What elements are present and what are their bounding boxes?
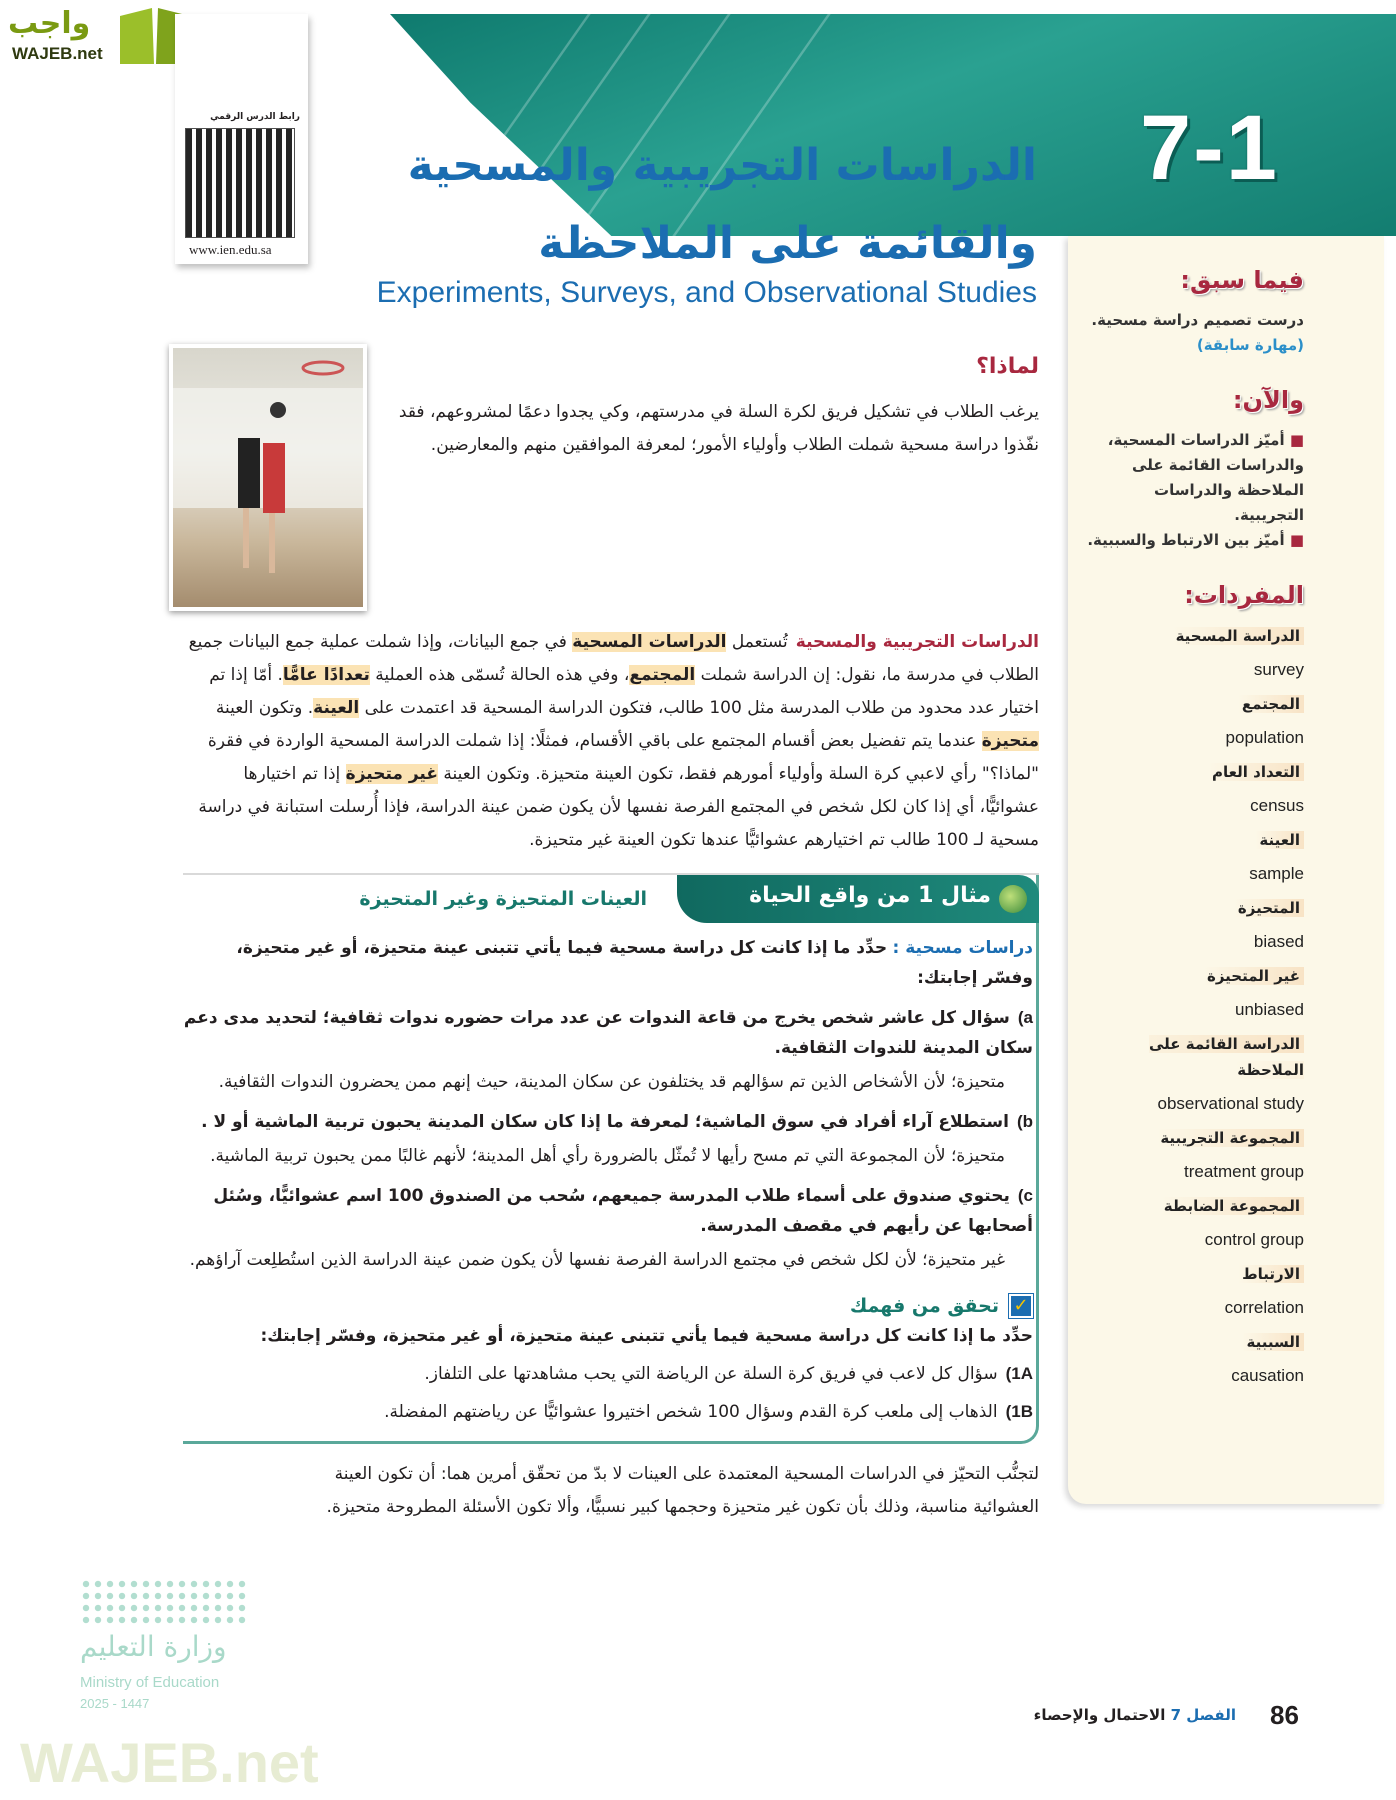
paragraph-text: إذا تم اختيارها عشوائيًّا، أي إذا كان لكل شخص في المجتمع الفرصة نفسها لأن يكون ضمن عينة الدراسة، فإذا أُرسلت استبانة في دراسة مسحية لـ 100 طالب تم اختيارهم عشوائيًّا عندها تكون العينة غير متحيزة.: [198, 764, 1039, 850]
vocab-item: [1084, 691, 1304, 751]
vocab-term-ar: المجموعة الضابطة: [1160, 1197, 1304, 1215]
key-term: تعدادًا عامًّا: [282, 665, 370, 685]
check-heading: تحقق من فهمك: [849, 1295, 999, 1317]
vocab-heading: المفردات:: [1184, 581, 1304, 609]
paragraph-text: . أمّا إذا تم اختيار عدد محدود من طلاب المدرسة مثل 100 طالب، فتكون الدراسة المسحية قد اعتمدت على: [209, 665, 1039, 718]
question-text: يحتوي صندوق على أسماء طلاب المدرسة جميعهم، سُحب من الصندوق 100 اسم عشوائيًّا، وسُئل أصحابها عن رأيهم في مقصف المدرسة.: [213, 1186, 1033, 1236]
example-tab: [677, 875, 1039, 923]
why-heading: لماذا؟: [976, 354, 1039, 379]
example-header: [183, 873, 1039, 923]
now-item: ■ أميّز الدراسات المسحية، والدراسات القائمة على الملاحظة والدراسات التجريبية.: [1107, 431, 1304, 524]
item-number: 1A): [1005, 1364, 1033, 1383]
vocab-term-ar: المتحيزة: [1234, 899, 1304, 917]
vocab-term-en: sample: [1249, 864, 1304, 883]
vocab-item: [1084, 623, 1304, 683]
now-item-text: أميّز بين الارتباط والسببية.: [1087, 531, 1285, 549]
vocab-item: [1084, 895, 1304, 955]
lesson-title-english: Experiments, Surveys, and Observational Studies: [376, 276, 1037, 309]
vocab-term-en: observational study: [1157, 1094, 1304, 1113]
check-header: [183, 1291, 1033, 1321]
key-term: متحيزة: [981, 731, 1039, 751]
vocab-term-ar: المجموعة التجريبية: [1156, 1129, 1304, 1147]
check-prompt: حدِّد ما إذا كانت كل دراسة مسحية فيما يأتي تتبنى عينة متحيزة، أو غير متحيزة، وفسّر إجابتك:: [260, 1326, 1033, 1346]
vocab-term-ar: العينة: [1255, 831, 1304, 849]
vocab-item: [1084, 1261, 1304, 1321]
example-question: [183, 1181, 1033, 1241]
vocab-item: [1084, 1329, 1304, 1389]
example-answer: متحيزة؛ لأن المجموعة التي تم مسح رأيها لا تُمثّل بالضرورة رأي أهل المدينة؛ لأنهم غالبًا ممن يحبون تربية الماشية.: [210, 1146, 1005, 1166]
chapter-title: الاحتمال والإحصاء: [1033, 1706, 1166, 1724]
example-context: دراسات مسحية :: [892, 938, 1033, 958]
closing-paragraph: لتجنُّب التحيّز في الدراسات المسحية المعتمدة على العينات لا بدّ من تحقّق أمرين هما: أن تكون العينة العشوائية مناسبة، وذلك بأن تكون غير متحيزة وحجمها كبير نسبيًّا، وألا تكون الأسئلة المطروحة متحيزة.: [326, 1464, 1039, 1517]
vocab-item: [1084, 963, 1304, 1023]
sidebar: [1068, 236, 1384, 1504]
vocab-term-en: biased: [1253, 932, 1304, 951]
vocab-term-en: survey: [1253, 660, 1304, 679]
paragraph-text: في جمع البيانات، وإذا شملت عملية جمع البيانات جميع الطلاب في مدرسة ما، نقول: إن الدراسة شملت: [188, 632, 1039, 685]
ministry-logo: [80, 1578, 250, 1723]
now-heading: والآن:: [1232, 386, 1304, 414]
vocab-term-ar: الدراسة المسحية: [1172, 627, 1304, 645]
before-heading: فيما سبق:: [1180, 266, 1304, 294]
section-lead: الدراسات التجريبية والمسحية: [795, 632, 1039, 652]
vocab-term-ar: المجتمع: [1238, 695, 1304, 713]
item-number: 1B): [1005, 1402, 1033, 1421]
item-letter: c): [1017, 1186, 1033, 1205]
vocab-item: [1084, 1193, 1304, 1253]
vocab-term-en: treatment group: [1183, 1162, 1304, 1181]
example-question: [183, 1003, 1033, 1063]
question-text: استطلاع آراء أفراد في سوق الماشية؛ لمعرفة ما إذا كان سكان المدينة يحبون تربية الماشية أو لا .: [201, 1112, 1009, 1132]
example-answer: متحيزة؛ لأن الأشخاص الذين تم سؤالهم قد يختلفون عن سكان المدينة، حيث إنهم ممن يحضرون الندوات الثقافية.: [218, 1072, 1005, 1092]
watermark: WAJEB.net: [20, 1731, 319, 1794]
ministry-year: 2025 - 1447: [80, 1696, 150, 1711]
ministry-ar: وزارة التعليم: [80, 1630, 227, 1663]
chapter-footer: [1034, 1706, 1236, 1724]
example-items: [183, 1003, 1033, 1275]
item-text: الذهاب إلى ملعب كرة القدم وسؤال 100 شخص اختيروا عشوائيًّا عن رياضتهم المفضلة.: [384, 1402, 998, 1422]
vocab-term-en: unbiased: [1234, 1000, 1304, 1019]
item-text: سؤال كل لاعب في فريق كرة السلة عن الرياضة التي يحب مشاهدتها على التلفاز.: [424, 1364, 998, 1384]
checkbox-icon: ✓: [1009, 1294, 1033, 1318]
why-paragraph: يرغب الطلاب في تشكيل فريق لكرة السلة في مدرستهم، وكي يجدوا دعمًا لمشروعهم، فقد نفّذوا دراسة مسحية شملت الطلاب وأولياء الأمور؛ لمعرفة الموافقين منهم والمعارضين.: [398, 402, 1039, 455]
prior-skill-tag: (مهارة سابقة): [1196, 336, 1304, 354]
vocab-term-en: population: [1225, 728, 1304, 747]
vocab-list: [1084, 623, 1304, 1389]
question-text: سؤال كل عاشر شخص يخرج من قاعة الندوات عن عدد مرات حضوره ندوات ثقافية؛ لتحديد مدى دعم سكان المدينة للندوات الثقافية.: [183, 1008, 1033, 1058]
vocab-term-ar: الدراسة القائمة على الملاحظة: [1148, 1035, 1304, 1079]
example-tab-label: مثال 1 من واقع الحياة: [749, 883, 991, 908]
wajeb-logo: [8, 6, 193, 68]
vocab-item: [1084, 827, 1304, 887]
example-item: [183, 1181, 1033, 1275]
main-paragraph: [183, 626, 1039, 857]
logo-en: WAJEB.net: [12, 44, 103, 63]
ministry-en: Ministry of Education: [80, 1674, 220, 1691]
vocab-term-en: census: [1250, 796, 1304, 815]
qr-caption: رابط الدرس الرقمي: [210, 112, 300, 122]
qr-card[interactable]: [175, 14, 308, 264]
vocab-item: [1084, 1031, 1304, 1117]
lesson-title-line2: والقائمة على الملاحظة: [538, 218, 1037, 269]
now-item: ■ أميّز بين الارتباط والسببية.: [1087, 531, 1304, 549]
key-term: الدراسات المسحية: [572, 632, 727, 652]
main-column: [183, 626, 1039, 1524]
globe-icon: [999, 885, 1027, 913]
vocab-term-ar: غير المتحيزة: [1203, 967, 1304, 985]
vocab-term-en: correlation: [1224, 1298, 1304, 1317]
before-text: [1084, 308, 1304, 358]
vocab-term-en: causation: [1231, 1366, 1304, 1385]
check-item-1a: [183, 1359, 1033, 1389]
now-item-text: أميّز الدراسات المسحية، والدراسات القائمة على الملاحظة والدراسات التجريبية.: [1107, 431, 1304, 524]
lesson-number: 7-1: [1140, 97, 1279, 199]
item-letter: a): [1017, 1008, 1033, 1027]
example-prompt: حدِّد ما إذا كانت كل دراسة مسحية فيما يأتي تتبنى عينة متحيزة، أو غير متحيزة، وفسّر إجابتك:: [236, 938, 1033, 988]
vocab-term-ar: السببية: [1242, 1333, 1304, 1351]
vocab-item: [1084, 1125, 1304, 1185]
paragraph-text: عندما يتم تفضيل بعض أقسام المجتمع على باقي الأقسام، فمثلًا: إذا شملت الدراسة المسحية الواردة في فقرة "لماذا؟" رأي لاعبي كرة السلة وأولياء أمورهم فقط، تكون العينة متحيزة. وتكون العينة: [207, 731, 1039, 784]
item-letter: b): [1016, 1112, 1033, 1131]
logo-ar: واجب: [8, 6, 91, 41]
paragraph-text: تُستعمل: [726, 632, 788, 652]
example-answer: غير متحيزة؛ لأن لكل شخص في مجتمع الدراسة الفرصة نفسها لأن يكون ضمن عينة الدراسة الذين استُطلِعت آراؤهم.: [189, 1250, 1005, 1270]
vocab-term-ar: التعداد العام: [1208, 763, 1304, 781]
qr-code-icon[interactable]: [185, 128, 295, 238]
vocab-term-ar: الارتباط: [1238, 1265, 1304, 1283]
example-question: [183, 1107, 1033, 1137]
key-term: العينة: [313, 698, 360, 718]
vocab-term-en: control group: [1204, 1230, 1304, 1249]
page-number: 86: [1270, 1700, 1299, 1730]
now-list: [1084, 428, 1304, 553]
vocab-item: [1084, 759, 1304, 819]
dots-icon: [80, 1578, 250, 1626]
lesson-title-line1: الدراسات التجريبية والمسحية: [407, 140, 1037, 191]
qr-url[interactable]: www.ien.edu.sa: [189, 242, 272, 257]
chapter-number: الفصل 7: [1170, 1706, 1236, 1724]
paragraph-text: . وتكون العينة: [215, 698, 314, 718]
key-term: المجتمع: [629, 665, 696, 685]
example-item: [183, 1107, 1033, 1171]
example-box: [183, 873, 1039, 1444]
basketball-photo: [169, 344, 367, 611]
example-item: [183, 1003, 1033, 1097]
before-text-body: درست تصميم دراسة مسحية.: [1091, 311, 1304, 329]
check-item-1b: [183, 1397, 1033, 1427]
key-term: غير متحيزة: [345, 764, 438, 784]
paragraph-text: ، وفي هذه الحالة تُسمّى هذه العملية: [369, 665, 630, 685]
example-heading: العينات المتحيزة وغير المتحيزة: [359, 888, 647, 910]
